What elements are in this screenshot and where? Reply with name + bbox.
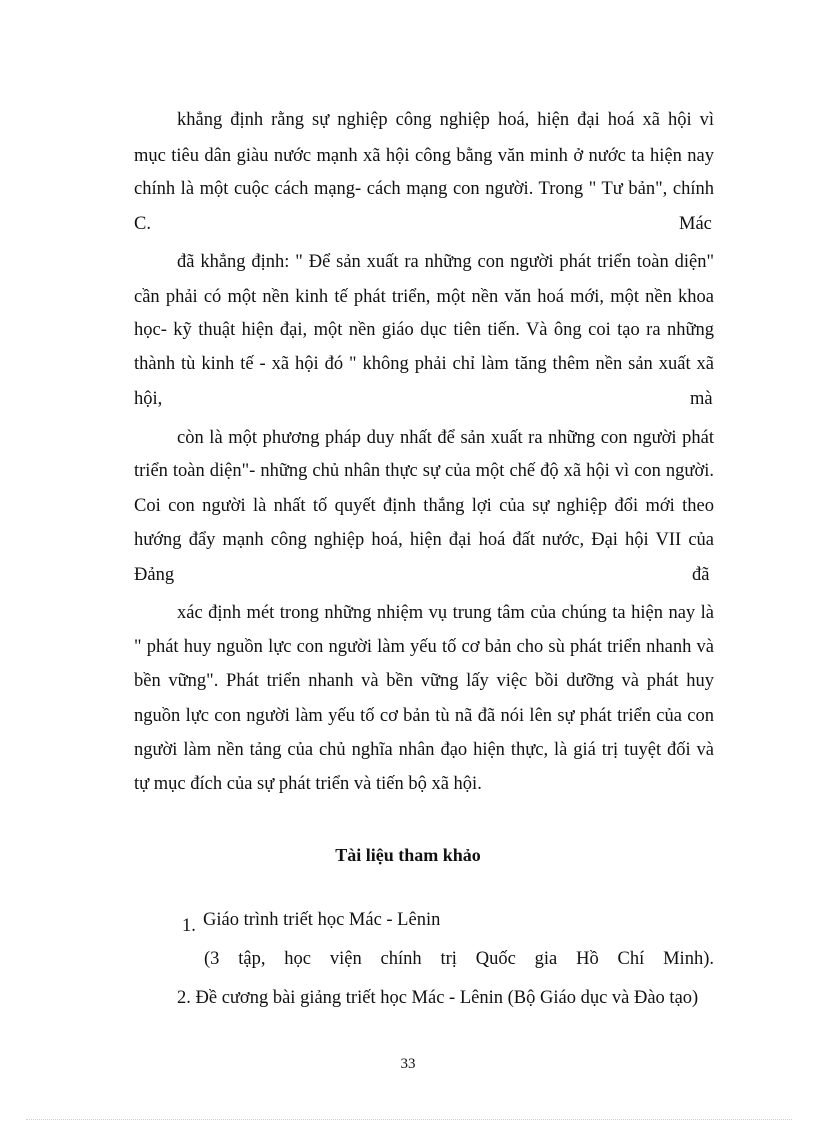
p1-line-1: khẳng định rằng sự nghiệp công nghiệp hoá, hiện đại hoá xã hội vì xyxy=(177,110,714,130)
p2-line-1: đã khẳng định: " Để sản xuất ra những con người phát triển toàn diện" xyxy=(177,252,714,272)
p4-line-1: xác định mét trong những nhiệm vụ trung tâm của chúng ta hiện nay là xyxy=(177,603,714,623)
p1-line-3: chính là một cuộc cách mạng- cách mạng con người. Trong " Tư bản", chính xyxy=(134,179,714,199)
p3-line-3: Coi con người là nhất tố quyết định thắng lợi của sự nghiệp đổi mới theo xyxy=(134,496,714,516)
p4-line-3: bền vững". Phát triển nhanh và bền vững lấy việc bồi dưỡng và phát huy xyxy=(134,671,714,691)
p3-line-4: hướng đẩy mạnh công nghiệp hoá, hiện đại hoá đất nước, Đại hội VII của xyxy=(134,530,714,550)
p2-line-5-left: hội, xyxy=(134,389,163,409)
p4-line-4: nguồn lực con người làm yếu tố cơ bản tù nã đã nói lên sự phát triển của con xyxy=(134,706,714,726)
p4-line-6: tự mục đích của sự phát triển và tiến bộ xã hội. xyxy=(134,774,482,794)
p2-line-3: học- kỹ thuật hiện đại, một nền giáo dục tiên tiến. Và ông coi tạo ra những xyxy=(134,320,714,340)
p2-line-2: cần phải có một nền kinh tế phát triển, một nền văn hoá mới, một nền khoa xyxy=(134,287,714,307)
p2-line-5-right: mà xyxy=(690,389,713,409)
p1-line-4-right: Mác xyxy=(679,214,712,234)
p2-line-4: thành tù kinh tế - xã hội đó " không phải chỉ làm tăng thêm nền sản xuất xã xyxy=(134,354,714,374)
reference-1-title: Giáo trình triết học Mác - Lênin xyxy=(203,910,441,930)
p3-line-5-right: đã xyxy=(692,565,710,585)
reference-2: 2. Đề cương bài giảng triết học Mác - Lênin (Bộ Giáo dục và Đào tạo) xyxy=(177,988,699,1008)
reference-1-detail: (3 tập, học viện chính trị Quốc gia Hồ Chí Minh). xyxy=(204,949,714,969)
reference-1-number: 1. xyxy=(182,916,196,936)
p1-line-4-left: C. xyxy=(134,214,151,234)
bottom-border xyxy=(26,1119,792,1120)
p4-line-2: " phát huy nguồn lực con người làm yếu tố cơ bản cho sù phát triển nhanh và xyxy=(134,637,714,657)
references-heading: Tài liệu tham khảo xyxy=(335,845,481,865)
p3-line-1: còn là một phương pháp duy nhất để sản xuất ra những con người phát xyxy=(177,428,714,448)
p4-line-5: người làm nền tảng của chủ nghĩa nhân đạo hiện thực, là giá trị tuyệt đối và xyxy=(134,740,714,760)
p1-line-2: mục tiêu dân giàu nước mạnh xã hội công bằng văn minh ở nước ta hiện nay xyxy=(134,146,714,166)
p3-line-2: triển toàn diện"- những chủ nhân thực sự của một chế độ xã hội vì con người. xyxy=(134,461,714,481)
p3-line-5-left: Đảng xyxy=(134,565,175,585)
page-number: 33 xyxy=(400,1056,416,1072)
